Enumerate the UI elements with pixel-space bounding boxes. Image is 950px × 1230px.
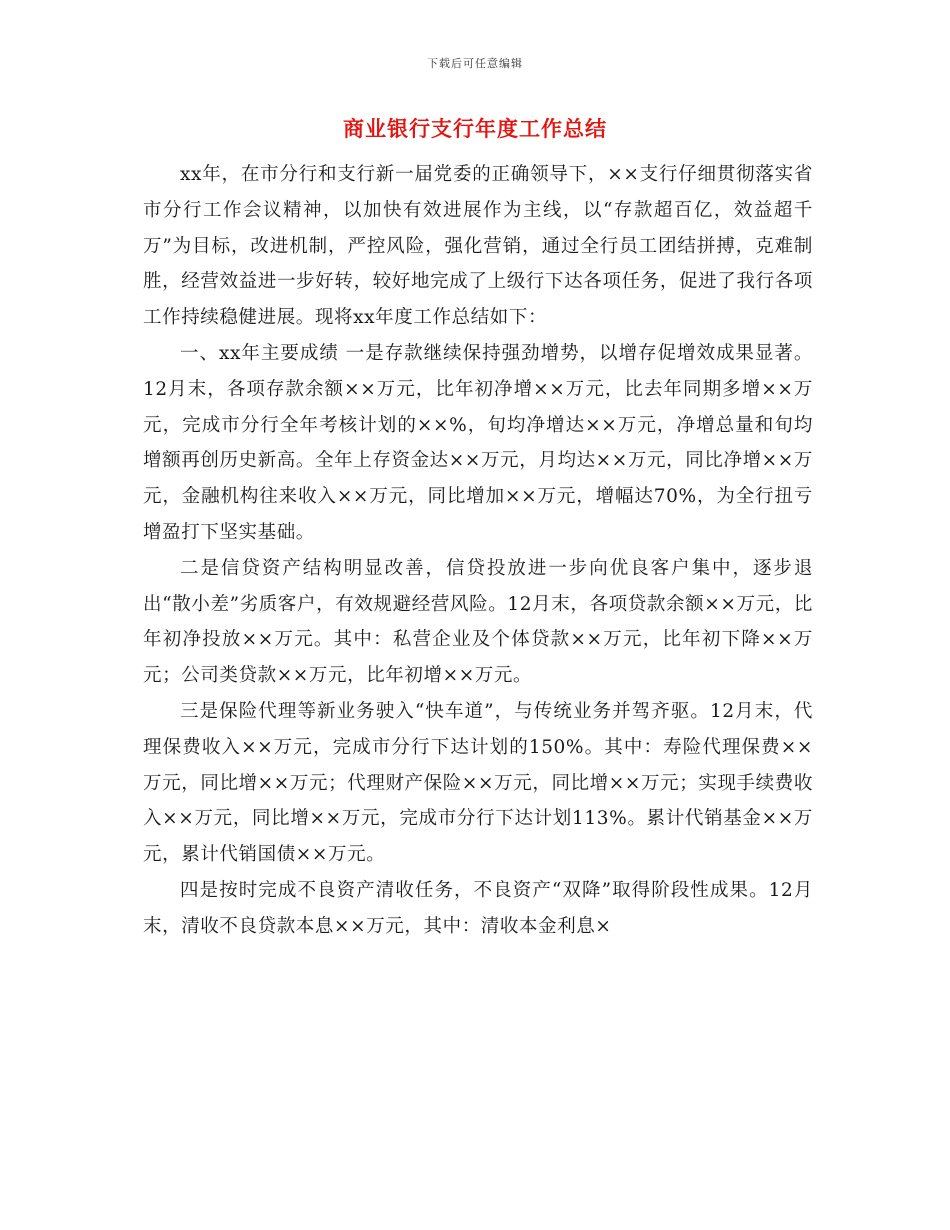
paragraph-insurance: 三是保险代理等新业务驶入“快车道”，与传统业务并驾齐驱。12月末，代理保费收入××万元，完成市分行下达计划的150%。其中：寿险代理保费××万元，同比增××万元；代理财产保险××万元，同比增××万元；实现手续费收入××万元，同比增××万元，完成市分行下达计划113%。累计代销基金××万元，累计代销国债××万元。 — [143, 700, 813, 866]
paragraph-deposits: 一、xx年主要成绩 一是存款继续保持强劲增势，以增存促增效成果显著。12月末，各项存款余额××万元，比年初净增××万元，比去年同期多增××万元，完成市分行全年考核计划的××%，旬均净增达××万元，净增总量和旬均增额再创历史新高。全年上存资金达××万元，月均达××万元，同比净增××万元，金融机构往来收入××万元，同比增加××万元，增幅达70%，为全行扭亏增盈打下坚实基础。 — [143, 342, 813, 543]
document-title: 商业银行支行年度工作总结 — [343, 116, 607, 141]
document-body — [143, 157, 813, 945]
paragraph-bad-assets: 四是按时完成不良资产清收任务，不良资产“双降”取得阶段性成果。12月末，清收不良贷款本息××万元，其中：清收本金利息× — [143, 879, 813, 937]
paragraph-credit: 二是信贷资产结构明显改善，信贷投放进一步向优良客户集中，逐步退出“散小差”劣质客户，有效规避经营风险。12月末，各项贷款余额××万元，比年初净投放××万元。其中：私营企业及个体贷款××万元，比年初下降××万元；公司类贷款××万元，比年初增××万元。 — [143, 557, 813, 687]
paragraph-intro: xx年，在市分行和支行新一届党委的正确领导下，××支行仔细贯彻落实省市分行工作会议精神，以加快有效进展作为主线，以“存款超百亿，效益超千万”为目标，改进机制，严控风险，强化营销，通过全行员工团结拼搏，克难制胜，经营效益进一步好转，较好地完成了上级行下达各项任务，促进了我行各项工作持续稳健进展。现将xx年度工作总结如下： — [143, 164, 813, 329]
header-note: 下载后可任意编辑 — [427, 57, 523, 70]
